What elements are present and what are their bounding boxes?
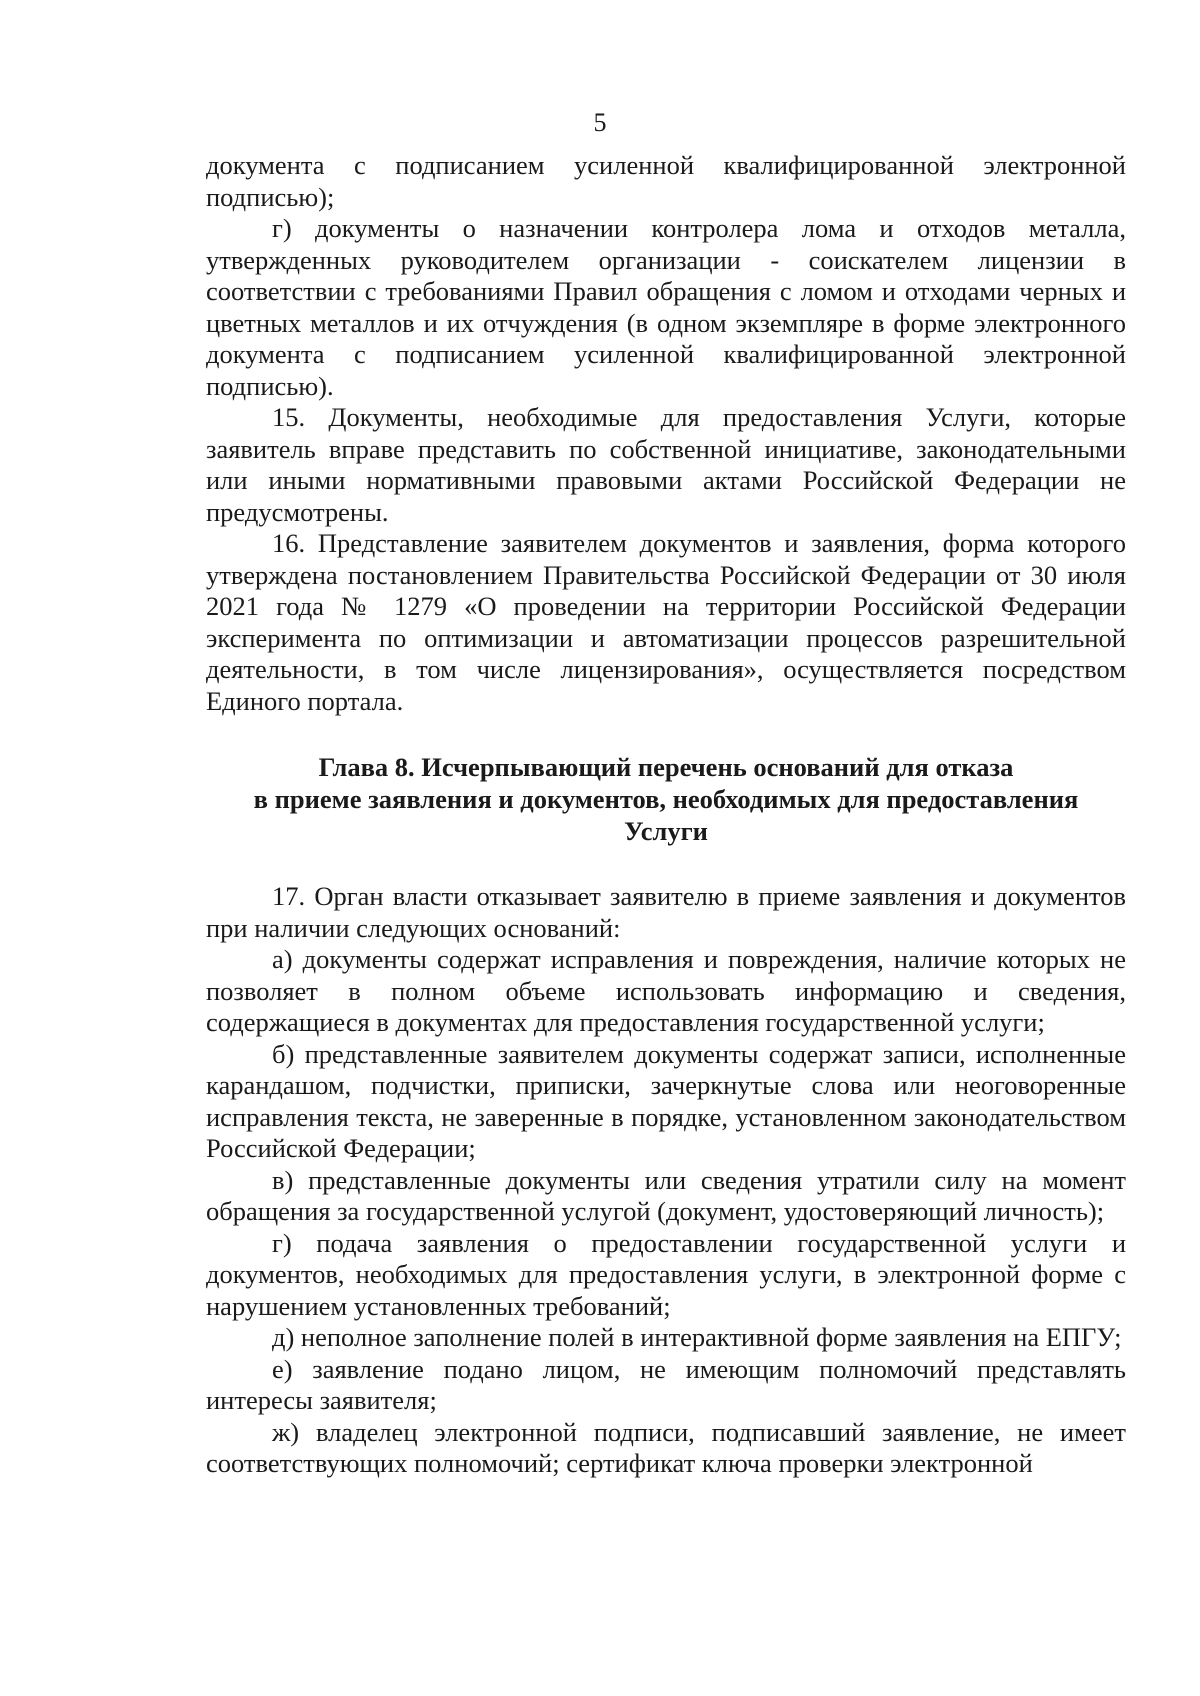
paragraph: 15. Документы, необходимые для предоставления Услуги, которые заявитель вправе представить по собственной инициативе, законодательными или иными нормативными правовыми актами Российской Федерации не предусмотрены. — [206, 402, 1126, 527]
chapter-heading-line: Услуги — [624, 816, 708, 846]
paragraph: 17. Орган власти отказывает заявителю в приеме заявления и документов при наличии следующих оснований: — [206, 881, 1126, 943]
paragraph: в) представленные документы или сведения утратили силу на момент обращения за государственной услугой (документ, удостоверяющий личность); — [206, 1164, 1126, 1226]
paragraph: б) представленные заявителем документы содержат записи, исполненные карандашом, подчистки, приписки, зачеркнутые слова или неоговоренные исправления текста, не заверенные в порядке, установленном законодательством Российской Федерации; — [206, 1038, 1126, 1163]
paragraphs-after-heading — [206, 881, 1126, 1480]
paragraph: г) документы о назначении контролера лома и отходов металла, утвержденных руководителем организации - соискателем лицензии в соответствии с требованиями Правил обращения с ломом и отходами черных и цветных металлов и их отчуждения (в одном экземпляре в форме электронного документа с подписанием усиленной квалифицированной электронной подписью). — [206, 213, 1126, 401]
chapter-heading-line: Глава 8. Исчерпывающий перечень оснований для отказа — [318, 752, 1014, 782]
paragraph: д) неполное заполнение полей в интерактивной форме заявления на ЕПГУ; — [272, 1322, 1122, 1352]
chapter-heading-line: в приеме заявления и документов, необходимых для предоставления — [253, 784, 1079, 814]
paragraph: ж) владелец электронной подписи, подписавший заявление, не имеет соответствующих полномочий; сертификат ключа проверки электронной — [206, 1416, 1126, 1478]
paragraphs-before-heading — [206, 150, 1126, 717]
page-number: 5 — [593, 108, 607, 137]
document-body — [206, 150, 1126, 1480]
paragraph: г) подача заявления о предоставлении государственной услуги и документов, необходимых для предоставления услуги, в электронной форме с нарушением установленных требований; — [206, 1227, 1126, 1321]
chapter-heading — [206, 751, 1126, 847]
paragraph: е) заявление подано лицом, не имеющим полномочий представлять интересы заявителя; — [206, 1353, 1126, 1415]
paragraph: 16. Представление заявителем документов и заявления, форма которого утверждена постановлением Правительства Российской Федерации от 30 июля 2021 года № 1279 «О проведении на территории Российской Федерации эксперимента по оптимизации и автоматизации процессов разрешительной деятельности, в том числе лицензирования», осуществляется посредством Единого портала. — [206, 528, 1126, 716]
paragraph: документа с подписанием усиленной квалифицированной электронной подписью); — [206, 150, 1126, 212]
paragraph: а) документы содержат исправления и повреждения, наличие которых не позволяет в полном объеме использовать информацию и сведения, содержащиеся в документах для предоставления государственной услуги; — [206, 944, 1126, 1037]
